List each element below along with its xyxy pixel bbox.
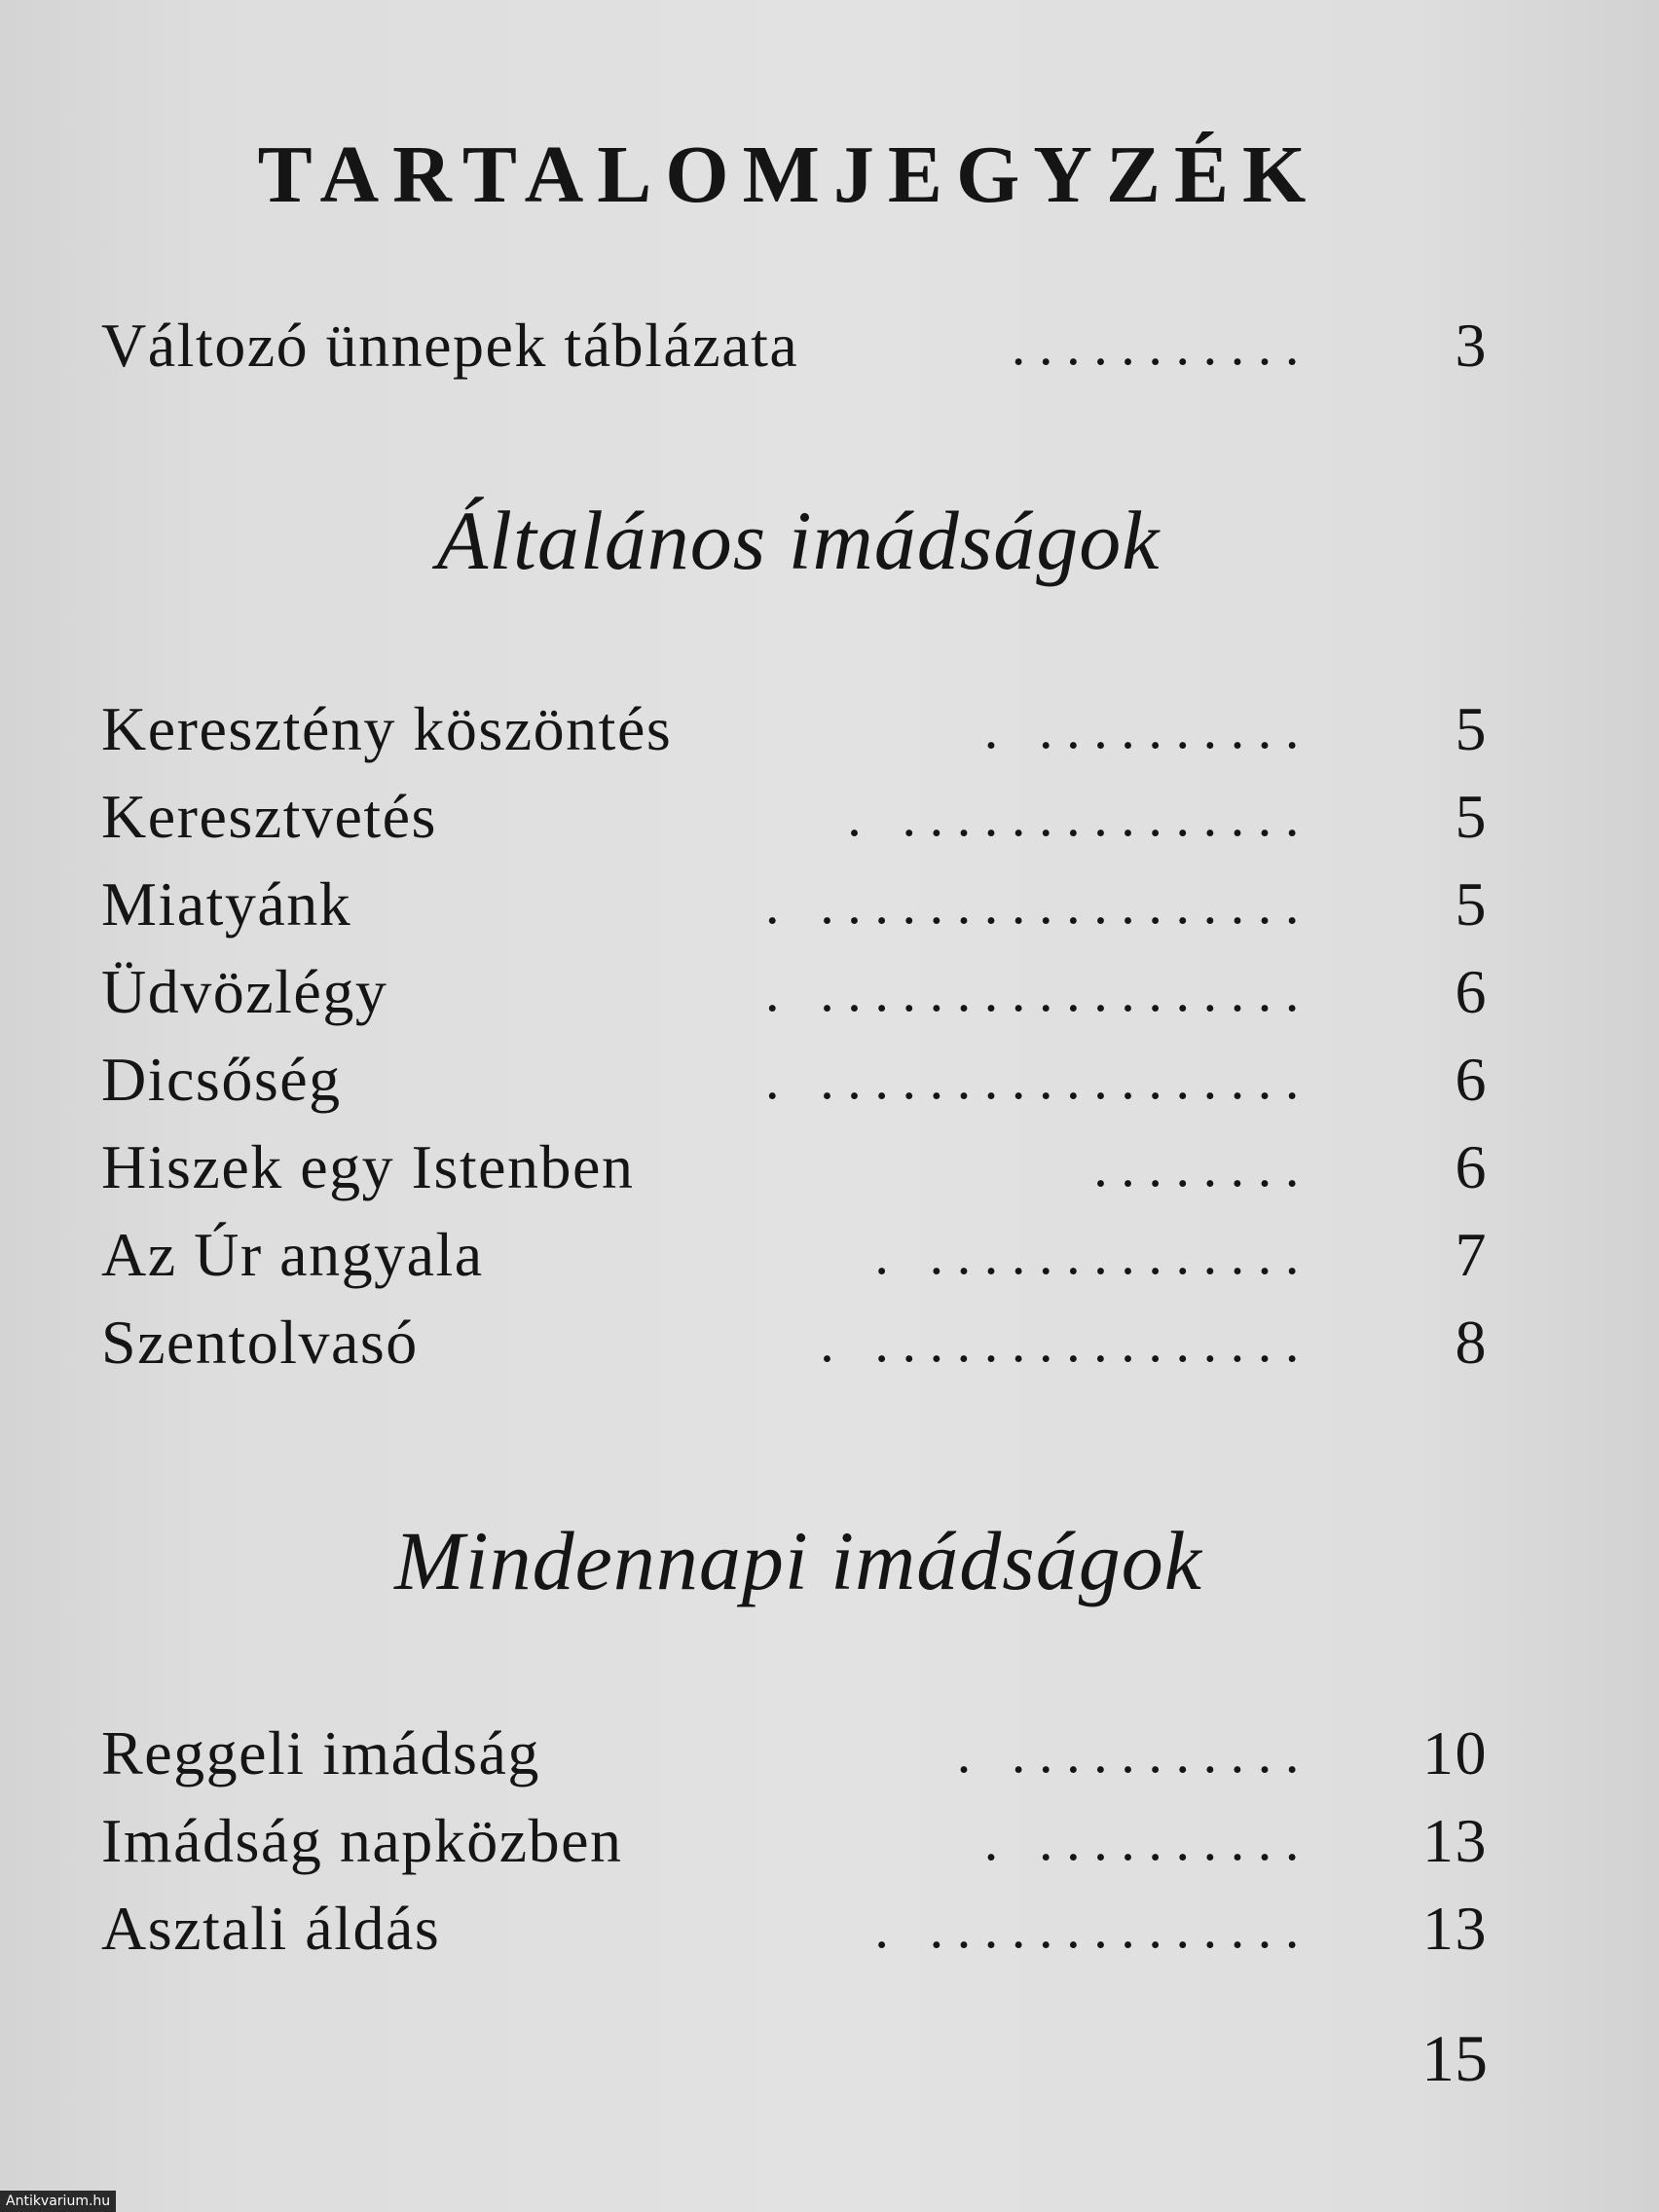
toc-entry — [101, 1803, 1488, 1879]
toc-entry — [101, 691, 1488, 767]
toc-entry — [101, 308, 1488, 384]
dot-leader: . ................ — [820, 1310, 1312, 1374]
dot-leader: . ............... — [847, 785, 1312, 848]
toc-entry-label: Imádság napközben — [101, 1806, 623, 1875]
toc-entry-page: 6 — [1455, 957, 1488, 1026]
dot-leader: . .............. — [874, 1897, 1312, 1960]
dot-leader: ........ — [1093, 1135, 1312, 1198]
toc-entry — [101, 1715, 1488, 1791]
footer-page-number: 15 — [1421, 2021, 1488, 2095]
dot-leader: ........... — [1011, 313, 1312, 377]
section-title: Általános imádságok — [436, 494, 1161, 587]
dot-leader: . .................. — [765, 1048, 1312, 1111]
dot-leader: . .............. — [874, 1223, 1312, 1286]
toc-entry-label: Szentolvasó — [101, 1308, 419, 1377]
toc-entry — [101, 1305, 1488, 1381]
toc-entry-label: Keresztény köszöntés — [101, 694, 673, 763]
toc-entry-label: Az Úr angyala — [101, 1220, 484, 1289]
toc-entry-label: Üdvözlégy — [101, 957, 388, 1026]
toc-entry-label: Változó ünnepek táblázata — [101, 311, 799, 380]
toc-entry — [101, 866, 1488, 942]
toc-entry-label: Reggeli imádság — [101, 1718, 540, 1788]
toc-entry-page: 13 — [1422, 1806, 1488, 1875]
section-title: Mindennapi imádságok — [394, 1514, 1202, 1607]
toc-entry-page: 6 — [1455, 1045, 1488, 1114]
page-title: TARTALOMJEGYZÉK — [257, 129, 1320, 220]
dot-leader: . .................. — [765, 872, 1312, 936]
toc-entry-page: 7 — [1455, 1220, 1488, 1289]
toc-entry-label: Hiszek egy Istenben — [101, 1132, 635, 1201]
toc-entry-label: Asztali áldás — [101, 1894, 441, 1963]
toc-entry-label: Keresztvetés — [101, 782, 437, 851]
toc-entry-page: 5 — [1455, 782, 1488, 851]
toc-entry-page: 8 — [1455, 1308, 1488, 1377]
toc-entry-label: Miatyánk — [101, 869, 352, 939]
dot-leader: . .......... — [983, 1809, 1312, 1872]
toc-entry — [101, 1891, 1488, 1967]
toc-entry-page: 5 — [1455, 694, 1488, 763]
dot-leader: . ........... — [956, 1721, 1312, 1785]
toc-entry-page: 3 — [1455, 311, 1488, 380]
watermark: Antikvarium.hu — [0, 2191, 116, 2212]
dot-leader: . .......... — [983, 697, 1312, 760]
toc-entry-page: 10 — [1422, 1718, 1488, 1788]
toc-entry — [101, 1217, 1488, 1293]
toc-entry-page: 13 — [1422, 1894, 1488, 1963]
toc-entry-label: Dicsőség — [101, 1045, 342, 1114]
toc-entry-page: 5 — [1455, 869, 1488, 939]
toc-entry — [101, 1129, 1488, 1205]
toc-entry-page: 6 — [1455, 1132, 1488, 1201]
toc-entry — [101, 1042, 1488, 1118]
toc-entry — [101, 954, 1488, 1030]
dot-leader: . .................. — [765, 960, 1312, 1023]
toc-entry — [101, 779, 1488, 855]
